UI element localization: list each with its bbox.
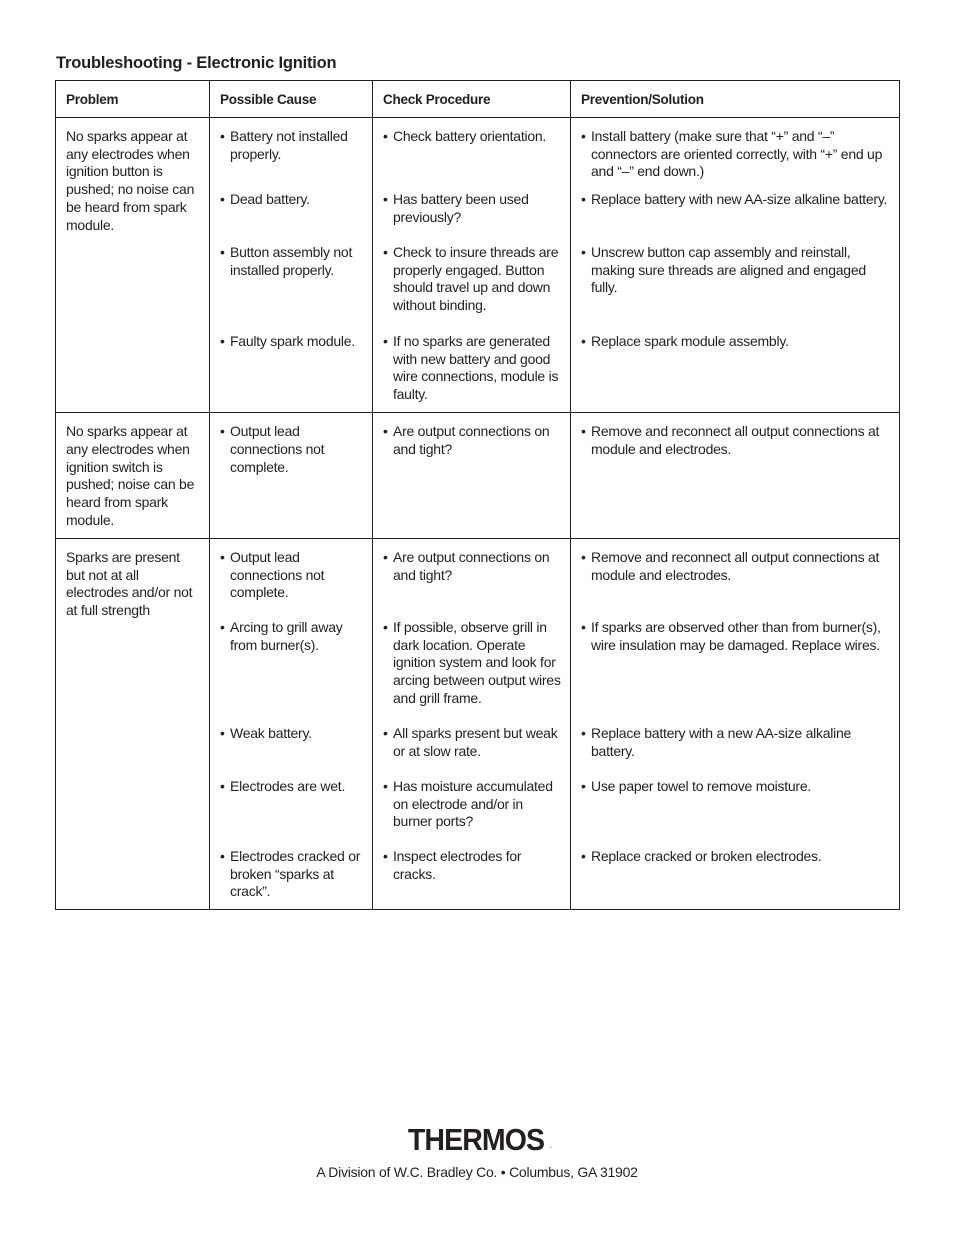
solution-text: Remove and reconnect all output connections at module and electrodes. — [591, 422, 880, 457]
bullet-icon: • — [581, 332, 586, 349]
check-text: Are output connections on and tight? — [393, 548, 550, 583]
bullet-icon: • — [220, 243, 225, 260]
list-item — [383, 848, 562, 884]
list-item — [383, 725, 562, 778]
check-text: Has moisture accumulated on electrode and/or in burner ports? — [393, 777, 553, 830]
list-item — [383, 619, 562, 725]
cause-text: Button assembly not installed properly. — [230, 243, 353, 278]
bullet-icon: • — [220, 422, 225, 439]
bullet-icon: • — [581, 777, 586, 794]
bullet-icon: • — [220, 332, 225, 349]
bullet-icon: • — [581, 422, 586, 439]
list-item — [383, 191, 562, 244]
problem-text: No sparks appear at any electrodes when ignition switch is pushed; noise can be heard from spark module. — [66, 422, 195, 528]
problem-cell — [56, 412, 210, 538]
check-text: Inspect electrodes for cracks. — [393, 847, 522, 882]
cause-text: Dead battery. — [230, 190, 310, 207]
bullet-icon: • — [383, 190, 388, 207]
bullet-icon: • — [220, 777, 225, 794]
solution-text: Replace battery with a new AA-size alkaline battery. — [591, 724, 852, 759]
solution-text: Replace spark module assembly. — [591, 332, 789, 349]
list-item — [581, 333, 891, 351]
check-text: If possible, observe grill in dark location. Operate ignition system and look for arcing between output wires and grill frame. — [393, 618, 561, 706]
bullet-icon: • — [220, 127, 225, 144]
check-cell — [373, 412, 571, 538]
check-text: Check to insure threads are properly engaged. Button should travel up and down without binding. — [393, 243, 559, 314]
solution-text: Install battery (make sure that “+” and “–” connectors are oriented correctly, with “+” end up and “–” end down.) — [591, 127, 883, 180]
list-item — [220, 191, 364, 244]
bullet-icon: • — [220, 724, 225, 741]
troubleshooting-table — [55, 80, 900, 910]
bullet-icon: • — [383, 847, 388, 864]
logo-mark: . — [549, 1141, 553, 1150]
bullet-icon: • — [581, 548, 586, 565]
bullet-icon: • — [581, 847, 586, 864]
table-row — [56, 412, 900, 538]
bullet-icon: • — [220, 548, 225, 565]
cause-text: Electrodes cracked or broken “sparks at crack”. — [230, 847, 361, 900]
solution-text: Replace cracked or broken electrodes. — [591, 847, 822, 864]
list-item — [383, 128, 562, 191]
cause-list — [220, 423, 364, 476]
solution-text: If sparks are observed other than from burner(s), wire insulation may be damaged. Replace wires. — [591, 618, 881, 653]
cause-text: Electrodes are wet. — [230, 777, 346, 794]
list-item — [581, 848, 891, 866]
thermos-logo — [0, 1122, 954, 1158]
cause-cell — [210, 412, 373, 538]
cause-cell — [210, 117, 373, 412]
list-item — [220, 619, 364, 725]
list-item — [220, 848, 364, 901]
bullet-icon: • — [383, 332, 388, 349]
bullet-icon: • — [581, 618, 586, 635]
list-item — [581, 423, 891, 459]
cause-text: Faulty spark module. — [230, 332, 355, 349]
solution-cell — [571, 117, 900, 412]
solution-list — [581, 128, 891, 351]
list-item — [220, 549, 364, 619]
table-row — [56, 117, 900, 412]
bullet-icon: • — [581, 127, 586, 144]
bullet-icon: • — [383, 777, 388, 794]
cause-text: Weak battery. — [230, 724, 312, 741]
check-text: Has battery been used previously? — [393, 190, 529, 225]
solution-list — [581, 423, 891, 459]
cause-text: Battery not installed properly. — [230, 127, 348, 162]
solution-list — [581, 549, 891, 866]
problem-cell — [56, 117, 210, 412]
list-item — [220, 725, 364, 778]
bullet-icon: • — [581, 724, 586, 741]
list-item — [383, 244, 562, 333]
list-item — [383, 778, 562, 848]
page-title: Troubleshooting - Electronic Ignition — [56, 54, 337, 72]
header-prevention-solution: Prevention/Solution — [571, 81, 900, 118]
solution-text: Replace battery with new AA-size alkaline battery. — [591, 190, 888, 207]
check-list — [383, 128, 562, 404]
list-item — [581, 549, 891, 619]
problem-text: Sparks are present but not at all electrodes and/or not at full strength — [66, 548, 193, 619]
footer-text: A Division of W.C. Bradley Co. • Columbus, GA 31902 — [316, 1164, 638, 1180]
list-item — [220, 128, 364, 191]
bullet-icon: • — [220, 618, 225, 635]
check-cell — [373, 538, 571, 909]
cause-text: Output lead connections not complete. — [230, 548, 325, 601]
solution-cell — [571, 538, 900, 909]
check-text: Are output connections on and tight? — [393, 422, 550, 457]
list-item — [383, 423, 562, 459]
bullet-icon: • — [220, 190, 225, 207]
bullet-icon: • — [383, 127, 388, 144]
check-text: Check battery orientation. — [393, 127, 547, 144]
bullet-icon: • — [383, 548, 388, 565]
bullet-icon: • — [581, 243, 586, 260]
cause-cell — [210, 538, 373, 909]
logo-wordmark: THERMOS — [407, 1122, 544, 1157]
check-list — [383, 549, 562, 884]
list-item — [581, 619, 891, 725]
table-row — [56, 538, 900, 909]
list-item — [383, 333, 562, 404]
list-item — [581, 191, 891, 244]
list-item — [581, 778, 891, 848]
list-item — [220, 778, 364, 848]
list-item — [220, 244, 364, 333]
list-item — [581, 244, 891, 333]
check-text: All sparks present but weak or at slow rate. — [393, 724, 558, 759]
table-header-row — [56, 81, 900, 118]
bullet-icon: • — [581, 190, 586, 207]
check-text: If no sparks are generated with new battery and good wire connections, module is faulty. — [393, 332, 559, 403]
bullet-icon: • — [383, 422, 388, 439]
problem-cell — [56, 538, 210, 909]
list-item — [220, 423, 364, 476]
cause-list — [220, 549, 364, 901]
cause-text: Output lead connections not complete. — [230, 422, 325, 475]
solution-text: Use paper towel to remove moisture. — [591, 777, 812, 794]
list-item — [383, 549, 562, 619]
solution-text: Unscrew button cap assembly and reinstall, making sure threads are aligned and engaged fully. — [591, 243, 866, 296]
header-possible-cause: Possible Cause — [210, 81, 373, 118]
solution-text: Remove and reconnect all output connections at module and electrodes. — [591, 548, 880, 583]
list-item — [581, 725, 891, 778]
bullet-icon: • — [383, 724, 388, 741]
bullet-icon: • — [220, 847, 225, 864]
cause-text: Arcing to grill away from burner(s). — [230, 618, 343, 653]
list-item — [581, 128, 891, 191]
cause-list — [220, 128, 364, 351]
check-cell — [373, 117, 571, 412]
bullet-icon: • — [383, 243, 388, 260]
problem-text: No sparks appear at any electrodes when ignition button is pushed; no noise can be heard from spark module. — [66, 127, 195, 233]
table-body — [56, 117, 900, 909]
bullet-icon: • — [383, 618, 388, 635]
check-list — [383, 423, 562, 459]
solution-cell — [571, 412, 900, 538]
header-problem: Problem — [56, 81, 210, 118]
list-item — [220, 333, 364, 351]
header-check-procedure: Check Procedure — [373, 81, 571, 118]
